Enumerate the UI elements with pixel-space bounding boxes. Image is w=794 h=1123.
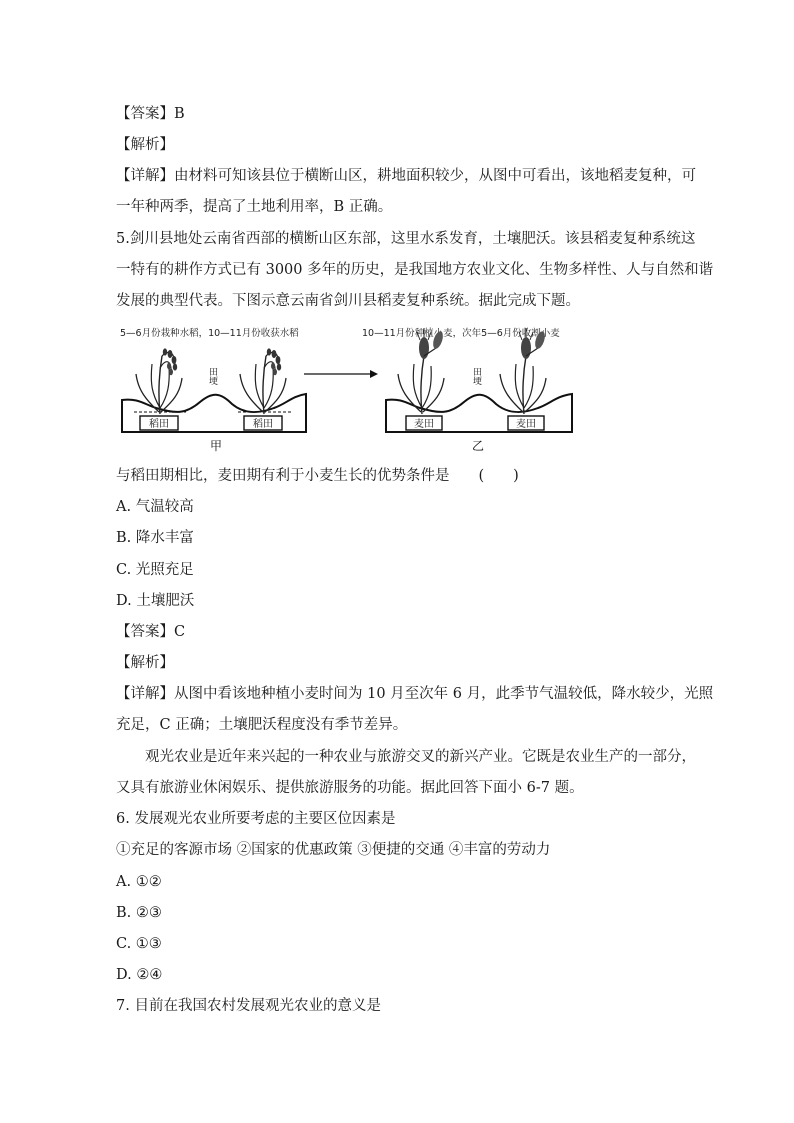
- passage-line-2: 又具有旅游业休闲娱乐、提供旅游服务的功能。据此回答下面小 6-7 题。: [116, 780, 584, 796]
- q5-option-c: C. 光照充足: [116, 562, 194, 578]
- transition-arrow: [304, 370, 378, 378]
- question-5-line-3: 发展的典型代表。下图示意云南省剑川县稻麦复种系统。据此完成下题。: [116, 293, 580, 309]
- analysis-label-2: 【解析】: [116, 655, 174, 671]
- answer-label-2: 【答案】C: [116, 624, 186, 640]
- left-caption: 5—6月份栽种水稻，10—11月份收获水稻: [120, 328, 299, 339]
- q6-option-d: D. ②④: [116, 967, 163, 983]
- rice-plant-2: [240, 348, 286, 414]
- question-5-line-1: 5.剑川县地处云南省西部的横断山区东部，这里水系发育，土壤肥沃。该县稻麦复种系统这: [116, 231, 696, 247]
- rice-field-label-2: 稻田: [253, 419, 273, 430]
- q5-option-d: D. 土壤肥沃: [116, 593, 195, 609]
- answer-label-1: 【答案】B: [116, 106, 185, 122]
- q6-option-c: C. ①③: [116, 936, 162, 952]
- rice-wheat-figure: [116, 322, 596, 454]
- right-panel-label: 乙: [471, 439, 485, 453]
- question-5-line-2: 一特有的耕作方式已有 3000 多年的历史，是我国地方农业文化、生物多样性、人与自然和谐: [116, 262, 714, 278]
- q6-option-a: A. ①②: [116, 874, 162, 890]
- question-5-stem: 与稻田期相比，麦田期有利于小麦生长的优势条件是 ( ): [116, 468, 519, 484]
- question-7-stem: 7. 目前在我国农村发展观光农业的意义是: [116, 998, 381, 1014]
- q5-option-b: B. 降水丰富: [116, 530, 194, 546]
- question-6-stem: 6. 发展观光农业所要考虑的主要区位因素是: [116, 811, 396, 827]
- right-panel: [386, 328, 572, 453]
- ridge-label-right: 田埂: [471, 367, 481, 385]
- passage-line-1: 观光农业是近年来兴起的一种农业与旅游交叉的新兴产业。它既是农业生产的一部分，: [116, 749, 696, 765]
- right-caption: 10—11月份种植小麦，次年5—6月份收割小麦: [362, 328, 560, 339]
- explanation-line-1: 【详解】由材料可知该县位于横断山区，耕地面积较少，从图中可看出，该地稻麦复种，可: [116, 168, 696, 184]
- explanation-2-line-1: 【详解】从图中看该地种植小麦时间为 10 月至次年 6 月，此季节气温较低，降水较少，光照: [116, 686, 714, 702]
- wheat-field-label-2: 麦田: [516, 419, 536, 430]
- left-panel-label: 甲: [209, 439, 223, 453]
- left-panel: [122, 348, 306, 453]
- analysis-label-1: 【解析】: [116, 137, 174, 153]
- explanation-2-line-2: 充足，C 正确；土壤肥沃程度没有季节差异。: [116, 717, 408, 733]
- rice-field-label-1: 稻田: [149, 419, 169, 430]
- wheat-plant-2: [500, 328, 547, 414]
- wheat-field-label-1: 麦田: [414, 419, 434, 430]
- rice-plant-1: [136, 348, 182, 414]
- ridge-label-left: 田埂: [207, 367, 217, 385]
- explanation-line-2: 一年种两季，提高了土地利用率，B 正确。: [116, 199, 393, 215]
- q5-option-a: A. 气温较高: [116, 499, 194, 515]
- question-6-factors: ①充足的客源市场 ②国家的优惠政策 ③便捷的交通 ④丰富的劳动力: [116, 842, 551, 858]
- q6-option-b: B. ②③: [116, 905, 162, 921]
